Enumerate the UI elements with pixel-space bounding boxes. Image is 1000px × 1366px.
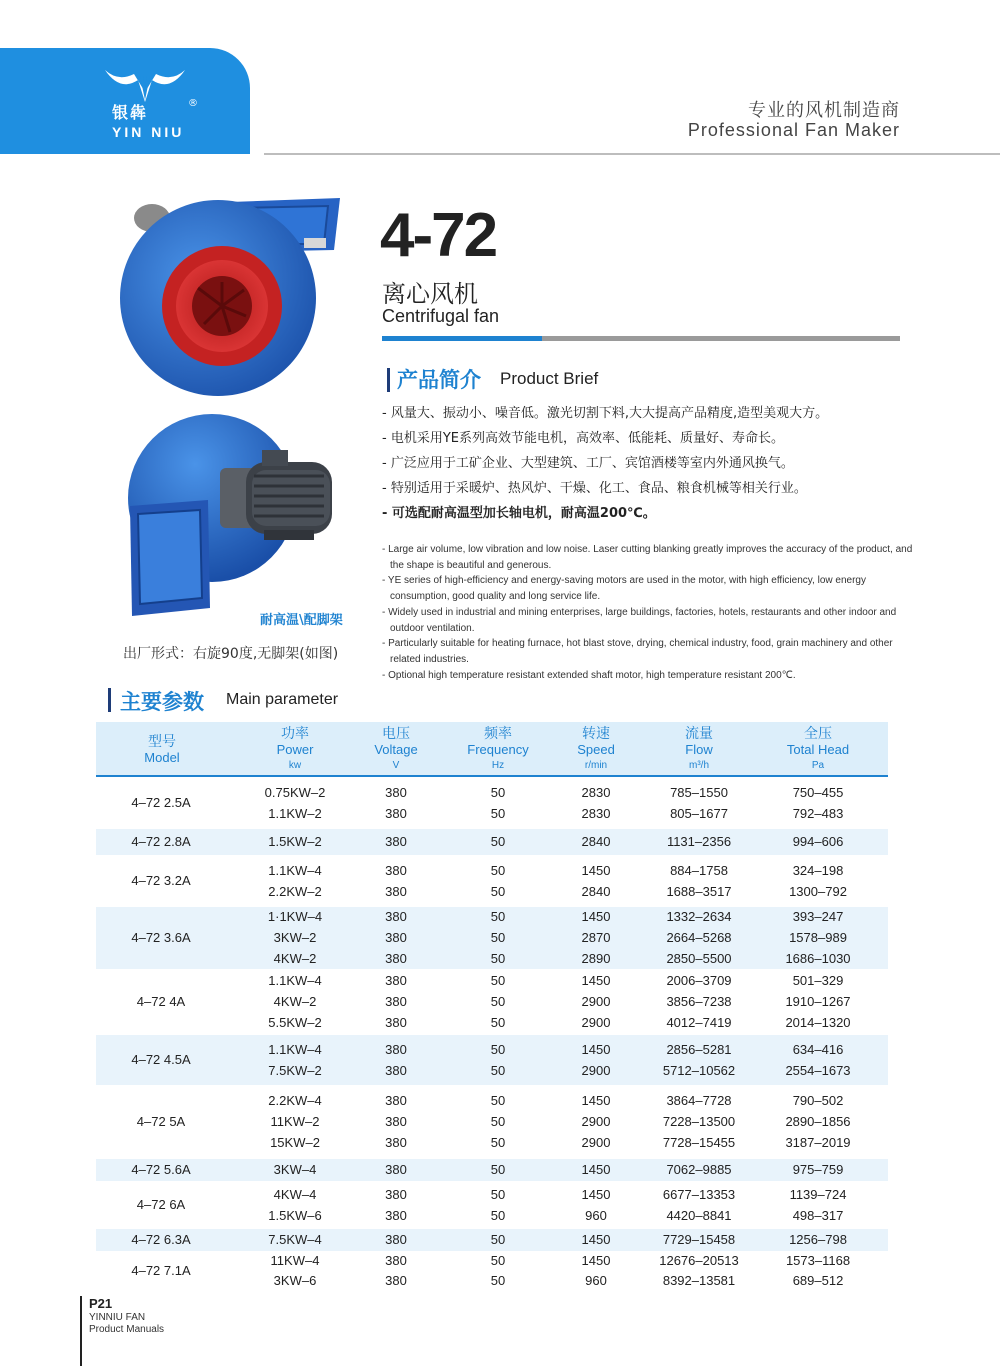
footer-brand	[89, 1312, 164, 1336]
power-cell: 4KW–4	[273, 1186, 317, 1202]
params-title-en: Main parameter	[226, 691, 339, 708]
flow-cell: 7728–15455	[662, 1135, 736, 1150]
power-cell: 1.5KW–6	[268, 1207, 322, 1223]
speed-cell: 1450	[581, 973, 611, 988]
power-cell: 1.1KW–2	[268, 805, 322, 821]
model-cell: 4–72 3.2A	[131, 873, 191, 888]
voltage-cell: 380	[385, 909, 407, 924]
frequency-cell: 50	[490, 994, 506, 1009]
table-subrow	[96, 1013, 888, 1033]
table-row	[96, 829, 888, 855]
column-header-unit: m³/h	[689, 760, 709, 771]
table-subrow	[96, 1133, 888, 1153]
power-cell: 1.5KW–2	[268, 834, 322, 849]
brand-name-en: YIN NIU	[112, 124, 185, 140]
table-subrow	[96, 1206, 888, 1226]
column-header	[240, 726, 350, 774]
table-subrow	[96, 992, 888, 1012]
parameter-table	[96, 722, 888, 1291]
flow-cell: 884–1758	[670, 862, 728, 878]
head-cell: 1910–1267	[785, 994, 851, 1009]
table-subrow	[96, 861, 888, 881]
column-header	[443, 726, 553, 774]
speed-cell: 2900	[581, 994, 611, 1009]
table-subrow	[96, 804, 888, 824]
power-cell: 7.5KW–2	[268, 1062, 322, 1078]
voltage-cell: 380	[385, 1162, 407, 1177]
flow-cell: 3856–7238	[666, 994, 732, 1009]
column-header-unit: kw	[288, 760, 302, 771]
power-cell: 11KW–2	[270, 1114, 320, 1129]
voltage-cell: 380	[385, 1273, 407, 1288]
speed-cell: 2830	[581, 805, 611, 821]
frequency-cell: 50	[490, 883, 506, 899]
voltage-cell: 380	[385, 1135, 407, 1150]
table-subrow	[96, 1040, 888, 1060]
column-header-unit: r/min	[584, 760, 608, 771]
speed-cell: 1450	[581, 1232, 611, 1247]
flow-cell: 2006–3709	[666, 973, 732, 988]
flow-cell: 4420–8841	[666, 1207, 732, 1223]
head-cell: 1573–1168	[785, 1253, 851, 1268]
speed-cell: 2830	[581, 784, 611, 800]
frequency-cell: 50	[490, 1273, 506, 1288]
power-cell: 1.1KW–4	[268, 1041, 322, 1057]
speed-cell: 1450	[581, 862, 611, 878]
speed-cell: 1450	[581, 909, 611, 924]
column-header-en: Voltage	[374, 742, 418, 757]
model-cell: 4–72 4.5A	[131, 1052, 191, 1067]
table-row	[96, 1229, 888, 1251]
product-name-en: Centrifugal fan	[382, 306, 500, 326]
speed-cell: 1450	[581, 1253, 611, 1268]
column-header-en: Model	[144, 750, 180, 765]
model-cell: 4–72 2.5A	[131, 795, 191, 810]
flow-cell: 785–1550	[670, 784, 728, 800]
column-header	[356, 726, 436, 774]
voltage-cell: 380	[385, 834, 407, 849]
table-subrow	[96, 1230, 888, 1250]
power-cell: 5.5KW–2	[268, 1015, 322, 1030]
column-header-cn: 频率	[484, 726, 512, 742]
section-marker	[387, 368, 390, 392]
column-header-unit: Pa	[811, 760, 825, 771]
power-cell: 0.75KW–2	[264, 784, 326, 800]
voltage-cell: 380	[385, 973, 407, 988]
speed-cell: 2900	[581, 1135, 611, 1150]
table-subrow	[96, 949, 888, 969]
head-cell: 3187–2019	[785, 1135, 851, 1150]
head-cell: 2890–1856	[785, 1114, 851, 1129]
frequency-cell: 50	[490, 1114, 506, 1129]
frequency-cell: 50	[490, 1135, 506, 1150]
model-cell: 4–72 6.3A	[131, 1232, 191, 1247]
frequency-cell: 50	[490, 1186, 506, 1202]
speed-cell: 2840	[581, 883, 611, 899]
model-cell: 4–72 4A	[136, 994, 186, 1009]
brief-point-en: - Widely used in industrial and mining enterprises, large buildings, factories, hotels, restaurants and other indoor and outdoor ventilation.	[382, 606, 897, 634]
power-cell: 1·1KW–4	[267, 909, 323, 924]
brief-point-cn: - 风量大、振动小、噪音低。激光切割下料,大大提高产品精度,造型美观大方。	[382, 406, 829, 421]
model-cell: 4–72 6A	[136, 1197, 186, 1212]
table-subrow	[96, 907, 888, 927]
brief-title-en: Product Brief	[500, 369, 599, 388]
footer-brand-name: YINNIU FAN	[89, 1312, 146, 1323]
column-header-unit: Hz	[491, 760, 505, 771]
brief-list-en	[382, 542, 922, 683]
speed-cell: 2870	[581, 930, 611, 945]
table-subrow	[96, 1091, 888, 1111]
brief-point-en: - Optional high temperature resistant extended shaft motor, high temperature resistant 200℃.	[382, 669, 796, 681]
power-cell: 3KW–6	[273, 1273, 317, 1288]
flow-cell: 4012–7419	[666, 1015, 732, 1030]
table-subrow	[96, 1185, 888, 1205]
column-header-en: Total Head	[786, 742, 850, 757]
frequency-cell: 50	[490, 1253, 506, 1268]
brief-list-cn	[382, 404, 942, 529]
table-subrow	[96, 1112, 888, 1132]
flow-cell: 1688–3517	[666, 883, 732, 899]
voltage-cell: 380	[385, 1232, 407, 1247]
voltage-cell: 380	[385, 994, 407, 1009]
column-header-cn: 流量	[685, 726, 713, 742]
tagline-en: Professional Fan Maker	[687, 120, 900, 140]
frequency-cell: 50	[490, 1207, 506, 1223]
brief-point-cn: - 广泛应用于工矿企业、大型建筑、工厂、宾馆酒楼等室内外通风换气。	[382, 456, 794, 471]
product-name-cn: 离心风机	[382, 280, 478, 308]
frequency-cell: 50	[490, 930, 506, 945]
voltage-cell: 380	[385, 784, 407, 800]
head-cell: 634–416	[792, 1041, 844, 1057]
head-cell: 790–502	[792, 1093, 844, 1108]
table-subrow	[96, 928, 888, 948]
voltage-cell: 380	[385, 805, 407, 821]
column-header-en: Flow	[685, 742, 713, 757]
column-header-en: Speed	[577, 742, 615, 757]
brief-point-cn: - 特别适用于采暖炉、热风炉、干燥、化工、食品、粮食机械等相关行业。	[382, 481, 807, 496]
table-row	[96, 1085, 888, 1159]
head-cell: 2554–1673	[785, 1062, 851, 1078]
flow-cell: 1332–2634	[666, 909, 732, 924]
brief-title-cn: 产品简介	[397, 368, 481, 392]
power-cell: 3KW–4	[273, 1162, 317, 1177]
head-cell: 393–247	[792, 909, 844, 924]
speed-cell: 1450	[581, 1186, 611, 1202]
table-row	[96, 1159, 888, 1181]
voltage-cell: 380	[385, 1114, 407, 1129]
brief-point-cn: - 电机采用YE系列高效节能电机，高效率、低能耗、质量好、寿命长。	[382, 431, 784, 446]
frequency-cell: 50	[490, 862, 506, 878]
flow-cell: 7062–9885	[666, 1162, 732, 1177]
frequency-cell: 50	[490, 1062, 506, 1078]
fan-photo-front	[112, 178, 344, 404]
frequency-cell: 50	[490, 784, 506, 800]
table-row	[96, 969, 888, 1035]
flow-cell: 2850–5500	[666, 951, 732, 966]
head-cell: 1686–1030	[785, 951, 851, 966]
head-cell: 792–483	[792, 805, 844, 821]
speed-cell: 1450	[581, 1162, 611, 1177]
head-cell: 994–606	[792, 834, 844, 849]
flow-cell: 7729–15458	[662, 1232, 736, 1247]
brief-point-en: - YE series of high-efficiency and energy-saving motors are used in the motor, with high efficiency, low energy consumption, good quality and long service life.	[382, 575, 866, 603]
frequency-cell: 50	[490, 1015, 506, 1030]
flow-cell: 1131–2356	[666, 834, 732, 849]
power-cell: 1.1KW–4	[268, 862, 322, 878]
params-title-cn: 主要参数	[120, 690, 204, 714]
head-cell: 1578–989	[789, 930, 847, 945]
column-header	[758, 726, 878, 774]
table-subrow	[96, 971, 888, 991]
power-cell: 15KW–2	[270, 1135, 320, 1150]
head-cell: 1300–792	[789, 883, 847, 899]
footer-manual-label: Product Manuals	[89, 1324, 165, 1335]
power-cell: 7.5KW–4	[268, 1232, 322, 1247]
page-number: P21	[89, 1296, 113, 1311]
column-header-cn: 转速	[582, 726, 610, 742]
head-cell: 689–512	[792, 1273, 844, 1288]
table-subrow	[96, 1160, 888, 1180]
brief-point-cn-highlight: - 可选配耐高温型加长轴电机，耐高温200℃。	[382, 506, 656, 521]
power-cell: 1.1KW–4	[268, 973, 322, 988]
speed-cell: 960	[585, 1207, 607, 1223]
table-body	[96, 777, 888, 1291]
flow-cell: 2664–5268	[666, 930, 732, 945]
power-cell: 2.2KW–2	[268, 883, 322, 899]
model-cell: 4–72 5.6A	[131, 1162, 191, 1177]
voltage-cell: 380	[385, 1015, 407, 1030]
frequency-cell: 50	[490, 1041, 506, 1057]
voltage-cell: 380	[385, 1062, 407, 1078]
speed-cell: 2840	[581, 834, 611, 849]
fan-photo-with-motor	[124, 410, 344, 618]
table-subrow	[96, 1061, 888, 1081]
power-cell: 3KW–2	[273, 930, 317, 945]
column-header-cn: 电压	[382, 726, 410, 742]
frequency-cell: 50	[490, 1093, 506, 1108]
voltage-cell: 380	[385, 1186, 407, 1202]
head-cell: 2014–1320	[785, 1015, 851, 1030]
speed-cell: 2900	[581, 1062, 611, 1078]
model-title: 4-72	[380, 201, 497, 270]
power-cell: 2.2KW–4	[268, 1093, 322, 1108]
section-marker	[108, 688, 111, 712]
frequency-cell: 50	[490, 951, 506, 966]
power-cell: 4KW–2	[273, 951, 317, 966]
power-cell: 11KW–4	[270, 1253, 320, 1268]
voltage-cell: 380	[385, 1041, 407, 1057]
table-subrow	[96, 882, 888, 902]
title-divider-accent	[382, 336, 542, 341]
tagline-cn: 专业的风机制造商	[748, 100, 900, 121]
table-subrow	[96, 1271, 888, 1291]
head-cell: 750–455	[792, 784, 844, 800]
flow-cell: 7228–13500	[662, 1114, 736, 1129]
head-cell: 1139–724	[789, 1186, 847, 1202]
speed-cell: 960	[585, 1273, 607, 1288]
speed-cell: 2890	[581, 951, 611, 966]
column-header	[556, 726, 636, 774]
flow-cell: 805–1677	[670, 805, 728, 821]
flow-cell: 6677–13353	[662, 1186, 736, 1202]
voltage-cell: 380	[385, 1207, 407, 1223]
column-header-cn: 型号	[148, 734, 176, 750]
flow-cell: 3864–7728	[666, 1093, 732, 1108]
frequency-cell: 50	[490, 1162, 506, 1177]
table-row	[96, 777, 888, 829]
model-cell: 4–72 7.1A	[131, 1263, 191, 1278]
flow-cell: 5712–10562	[662, 1062, 736, 1078]
head-cell: 1256–798	[789, 1232, 847, 1247]
voltage-cell: 380	[385, 951, 407, 966]
column-header-cn: 全压	[804, 726, 832, 742]
table-row	[96, 1181, 888, 1229]
speed-cell: 2900	[581, 1114, 611, 1129]
table-subrow	[96, 1251, 888, 1271]
column-header	[639, 726, 759, 774]
model-cell: 4–72 3.6A	[131, 930, 191, 945]
photo-caption: 耐高温\配脚架	[260, 613, 343, 628]
table-subrow	[96, 832, 888, 852]
table-row	[96, 907, 888, 969]
voltage-cell: 380	[385, 883, 407, 899]
speed-cell: 1450	[581, 1041, 611, 1057]
table-header	[96, 722, 888, 777]
voltage-cell: 380	[385, 862, 407, 878]
frequency-cell: 50	[490, 805, 506, 821]
head-cell: 501–329	[792, 973, 844, 988]
head-cell: 324–198	[792, 862, 844, 878]
table-subrow	[96, 783, 888, 803]
brief-point-en: - Particularly suitable for heating furnace, hot blast stove, drying, chemical industry, food, grain machinery and other related industries.	[382, 638, 893, 665]
column-header	[97, 734, 227, 766]
flow-cell: 2856–5281	[666, 1041, 732, 1057]
footer-divider	[80, 1296, 82, 1366]
model-cell: 4–72 2.8A	[131, 834, 191, 849]
speed-cell: 2900	[581, 1015, 611, 1030]
frequency-cell: 50	[490, 1232, 506, 1247]
model-cell: 4–72 5A	[136, 1114, 186, 1129]
head-cell: 498–317	[792, 1207, 844, 1223]
frequency-cell: 50	[490, 834, 506, 849]
column-header-en: Frequency	[467, 742, 529, 757]
speed-cell: 1450	[581, 1093, 611, 1108]
column-header-en: Power	[276, 742, 314, 757]
registered-mark: ®	[188, 98, 198, 109]
header-divider	[264, 153, 1000, 155]
voltage-cell: 380	[385, 1093, 407, 1108]
table-row	[96, 1251, 888, 1291]
flow-cell: 8392–13581	[662, 1273, 736, 1288]
column-header-unit: V	[392, 760, 400, 771]
column-header-cn: 功率	[281, 726, 309, 742]
frequency-cell: 50	[490, 909, 506, 924]
brief-point-en: - Large air volume, low vibration and low noise. Laser cutting blanking greatly improves the accuracy of the product, and the shape is beautiful and generous.	[382, 544, 913, 571]
power-cell: 4KW–2	[273, 994, 317, 1009]
frequency-cell: 50	[490, 973, 506, 988]
head-cell: 975–759	[792, 1162, 844, 1177]
factory-form-note: 出厂形式：右旋90度,无脚架(如图)	[123, 646, 339, 662]
brand-name-cn: 银犇	[112, 103, 149, 122]
table-row	[96, 855, 888, 907]
flow-cell: 12676–20513	[659, 1253, 739, 1268]
voltage-cell: 380	[385, 1253, 407, 1268]
voltage-cell: 380	[385, 930, 407, 945]
table-row	[96, 1035, 888, 1085]
